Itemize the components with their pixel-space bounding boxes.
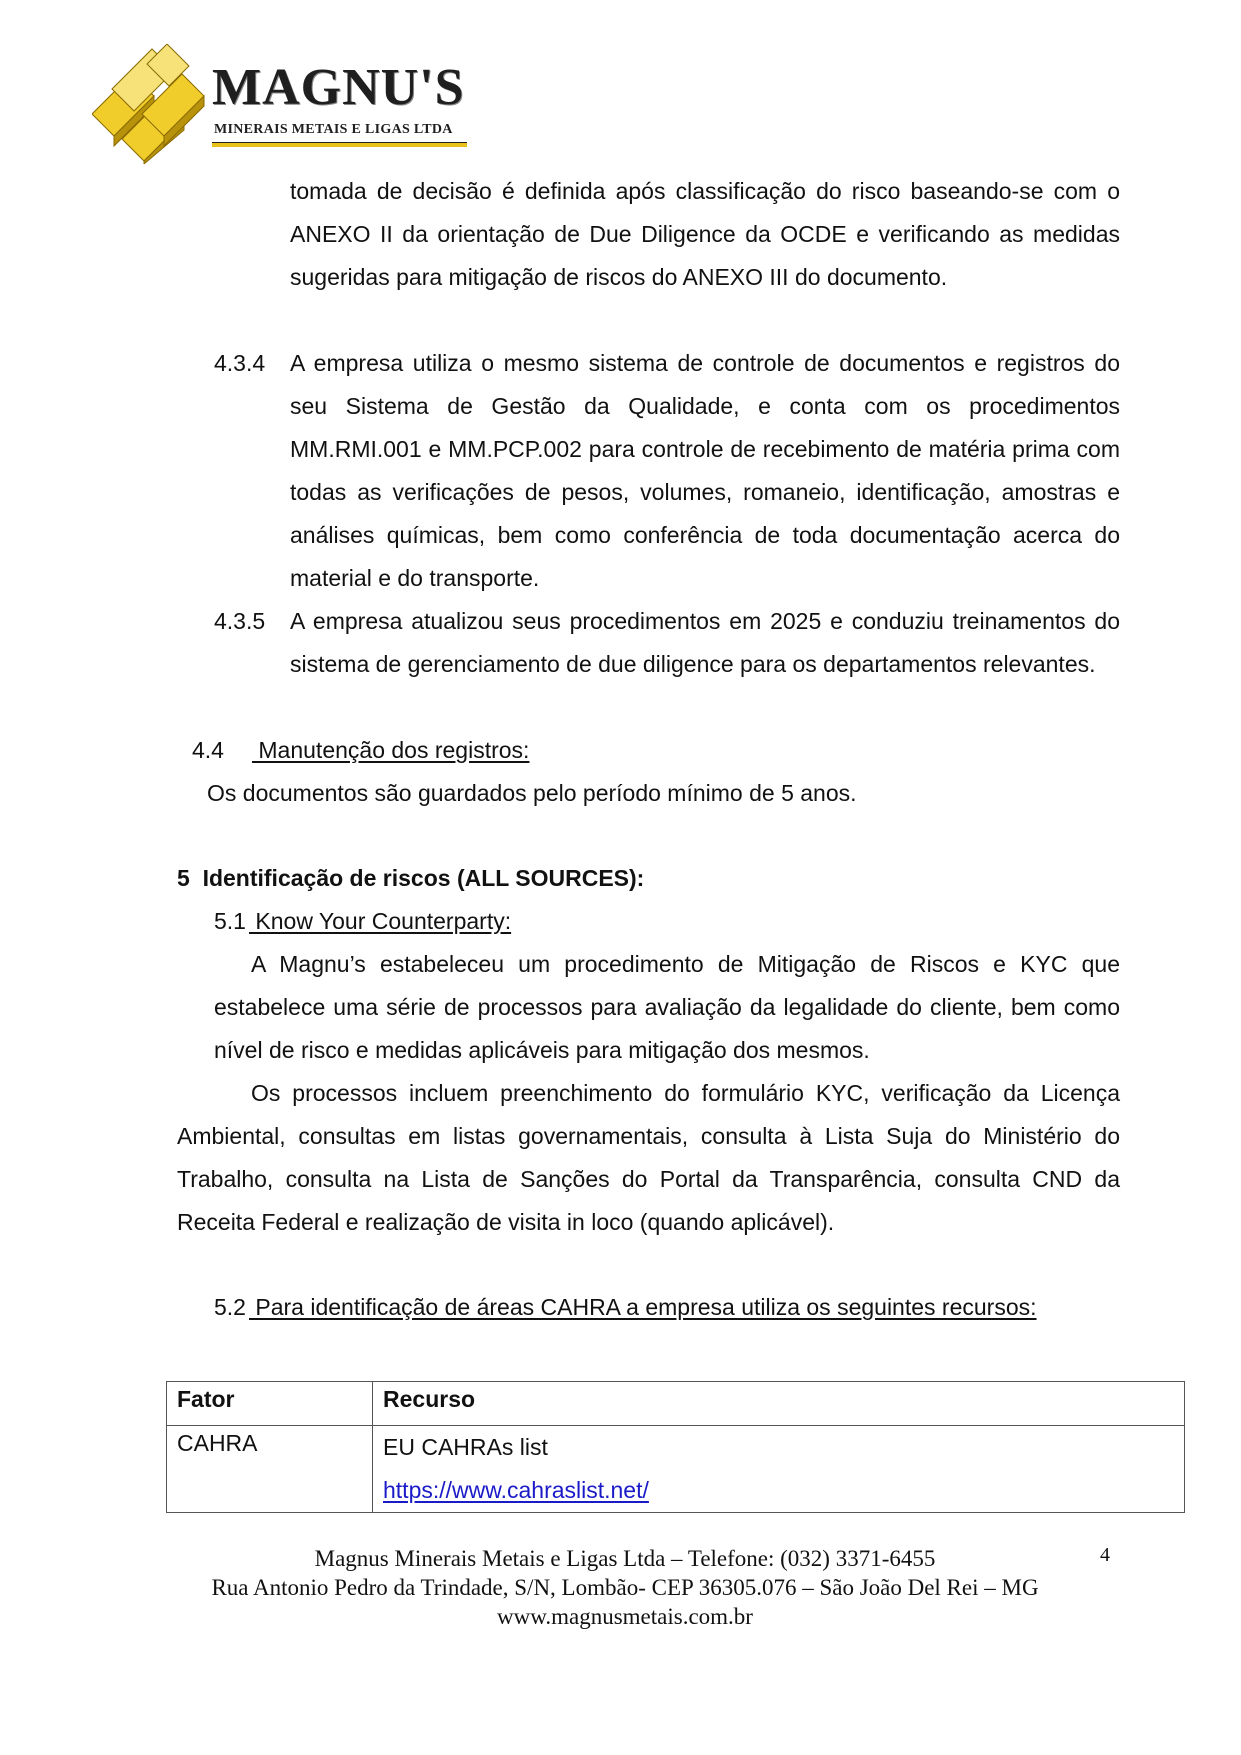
logo-underline	[212, 142, 467, 147]
section-4-3-3-continuation: tomada de decisão é definida após classificação do risco baseando-se com o ANEXO II da orientação de Due Diligence da OCDE e verificando as medidas sugeridas para mitigação de riscos do ANEXO III do documento.	[290, 178, 1120, 290]
footer-line-3[interactable]: www.magnusmetais.com.br	[497, 1604, 753, 1629]
cahra-resources-table	[166, 1381, 1185, 1513]
recurso-name: EU CAHRAs list	[383, 1434, 548, 1460]
footer-line-2: Rua Antonio Pedro da Trindade, S/N, Lombão- CEP 36305.076 – São João Del Rei – MG	[211, 1575, 1039, 1600]
section-5-heading: 5 Identificação de riscos (ALL SOURCES):	[177, 865, 645, 891]
item-4-4-number: 4.4	[192, 737, 224, 763]
item-4-4-text: Os documentos são guardados pelo período mínimo de 5 anos.	[207, 780, 857, 806]
company-logo	[92, 44, 472, 164]
sub-5-1-title: Know Your Counterparty:	[249, 908, 512, 934]
sub-5-2-title: Para identificação de áreas CAHRA a empresa utiliza os seguintes recursos:	[249, 1294, 1037, 1320]
item-4-3-5-text: A empresa atualizou seus procedimentos em 2025 e conduziu treinamentos do sistema de gerenciamento de due diligence para os departamentos relevantes.	[290, 608, 1120, 677]
logo-name: MAGNU'S	[212, 59, 465, 116]
cahra-list-link[interactable]: https://www.cahraslist.net/	[383, 1477, 649, 1503]
footer	[150, 1544, 1100, 1631]
sub-5-1-paragraph-2: Os processos incluem preenchimento do formulário KYC, verificação da Licença Ambiental, consultas em listas governamentais, consulta à Lista Suja do Ministério do Trabalho, consulta na Lista de Sanções do Portal da Transparência, consulta CND da Receita Federal e realização de visita in loco (quando aplicável).	[177, 1080, 1120, 1235]
item-4-3-4-text: A empresa utiliza o mesmo sistema de controle de documentos e registros do seu Sistema de Gestão da Qualidade, e conta com os procedimentos MM.RMI.001 e MM.PCP.002 para controle de recebimento de matéria prima com todas as verificações de pesos, volumes, romaneio, identificação, amostras e análises químicas, bem como conferência de toda documentação acerca do material e do transporte.	[290, 350, 1120, 591]
table-header-recurso: Recurso	[373, 1382, 1185, 1426]
sub-5-1-number: 5.1	[214, 908, 246, 934]
sub-5-1-paragraph-1: A Magnu’s estabeleceu um procedimento de Mitigação de Riscos e KYC que estabelece uma série de processos para avaliação da legalidade do cliente, bem como nível de risco e medidas aplicáveis para mitigação dos mesmos.	[214, 951, 1120, 1063]
logo-subtitle: MINERAIS METAIS E LIGAS LTDA	[214, 122, 453, 137]
table-header-row	[167, 1382, 1185, 1426]
table-header-fator: Fator	[167, 1382, 373, 1426]
sub-5-2-number: 5.2	[214, 1294, 246, 1320]
gold-bars-icon	[92, 44, 222, 164]
page-number: 4	[1100, 1544, 1110, 1566]
table-cell-fator: CAHRA	[167, 1426, 373, 1513]
item-4-3-5-number: 4.3.5	[214, 608, 266, 634]
footer-line-1: Magnus Minerais Metais e Ligas Ltda – Telefone: (032) 3371-6455	[314, 1546, 936, 1571]
item-4-4-title: Manutenção dos registros:	[252, 737, 530, 763]
table-cell-recurso	[373, 1426, 1185, 1513]
item-4-3-4-number: 4.3.4	[214, 350, 266, 376]
table-row	[167, 1426, 1185, 1513]
